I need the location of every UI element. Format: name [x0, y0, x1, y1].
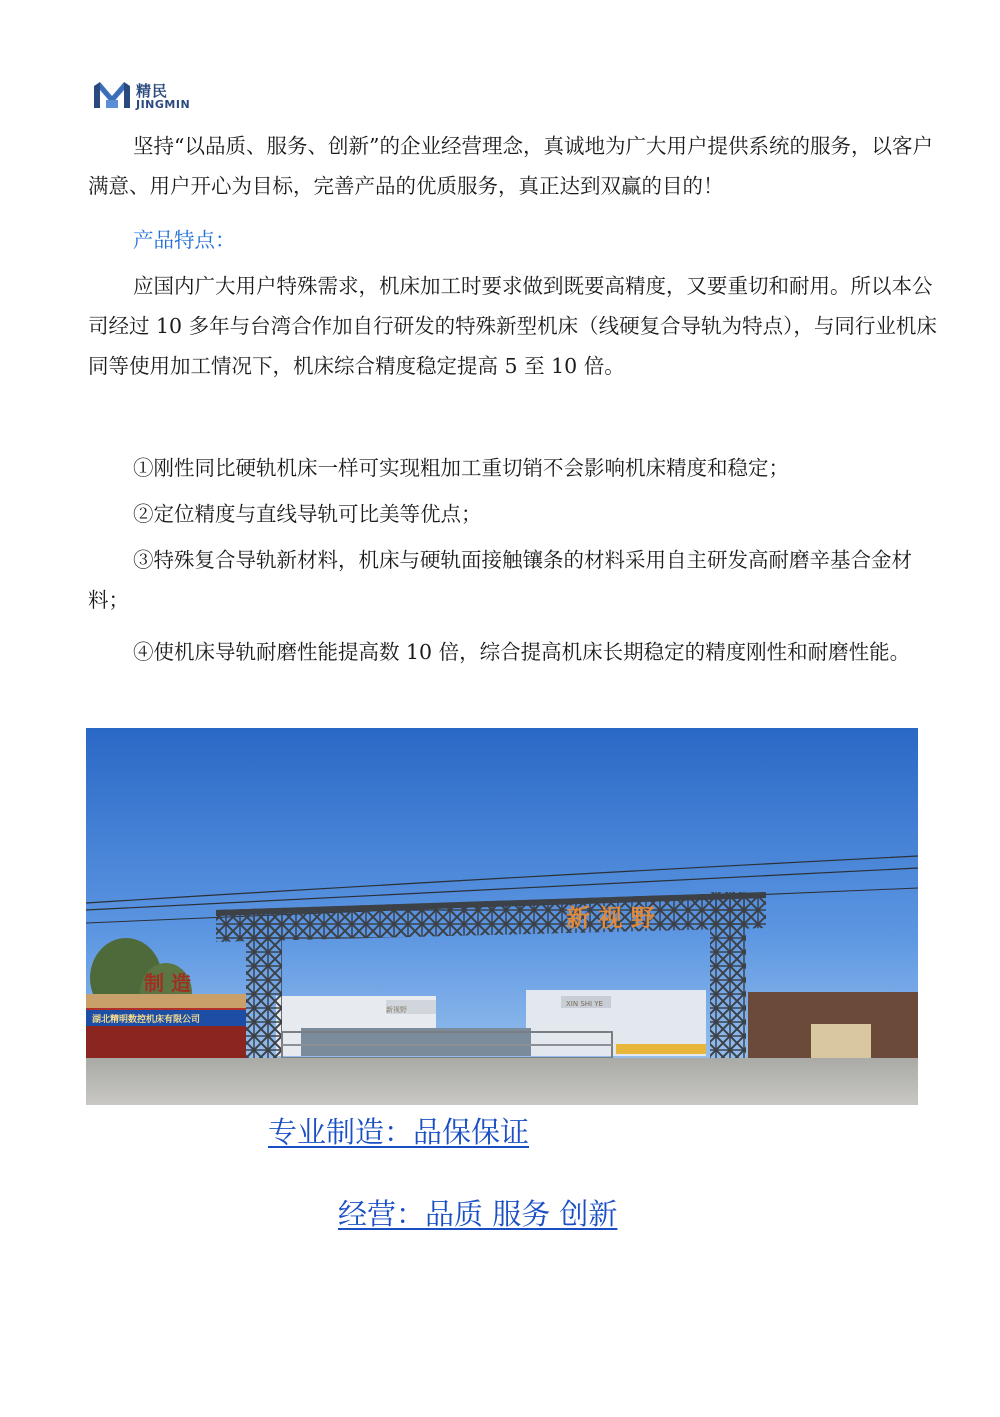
intro-paragraph: 坚持“以品质、服务、创新”的企业经营理念，真诚地为广大用户提供系统的服务，以客户满意、用户开心为目标，完善产品的优质服务，真正达到双赢的目的！ — [88, 134, 933, 198]
jingmin-logo-icon — [92, 78, 132, 112]
building-sign-right: XIN SHI YE — [566, 1000, 604, 1008]
slogan-operations: 经营：品质 服务 创新 — [338, 1197, 618, 1231]
feature-item-2: ②定位精度与直线导轨可比美等优点； — [133, 502, 482, 526]
features-intro-paragraph: 应国内广大用户特殊需求，机床加工时要求做到既要高精度，又要重切和耐用。所以本公司经过 10 多年与台湾合作加自行研发的特殊新型机床（线硬复合导轨为特点），与同行业机床同等使用加工情况下，机床综合精度稳定提高 5 至 10 倍。 — [88, 274, 937, 378]
feature-item-4: ④使机床导轨耐磨性能提高数 10 倍，综合提高机床长期稳定的精度刚性和耐磨性能。 — [133, 640, 911, 664]
slogan-manufacturing: 专业制造：品保保证 — [268, 1115, 530, 1149]
features-heading: 产品特点： — [133, 228, 236, 252]
wall-sign-text: 制 造 — [144, 971, 191, 995]
feature-item-3: ③特殊复合导轨新材料，机床与硬轨面接触镶条的材料采用自主研发高耐磨辛基合金材料； — [88, 548, 912, 612]
feature-item-1: ①刚性同比硬轨机床一样可实现粗加工重切销不会影响机床精度和稳定； — [133, 456, 789, 480]
factory-gate-photo — [86, 728, 918, 1105]
logo-name-cn: 精民 — [136, 82, 169, 100]
company-logo — [92, 78, 212, 114]
factory-gate-illustration — [86, 728, 918, 1105]
logo-name-en: JINGMIN — [136, 98, 191, 111]
building-sign-left: 新视野 — [386, 1006, 407, 1014]
company-sign-text: 湖北精明数控机床有限公司 — [92, 1015, 201, 1025]
gate-sign-text: 新 视 野 — [566, 903, 655, 932]
